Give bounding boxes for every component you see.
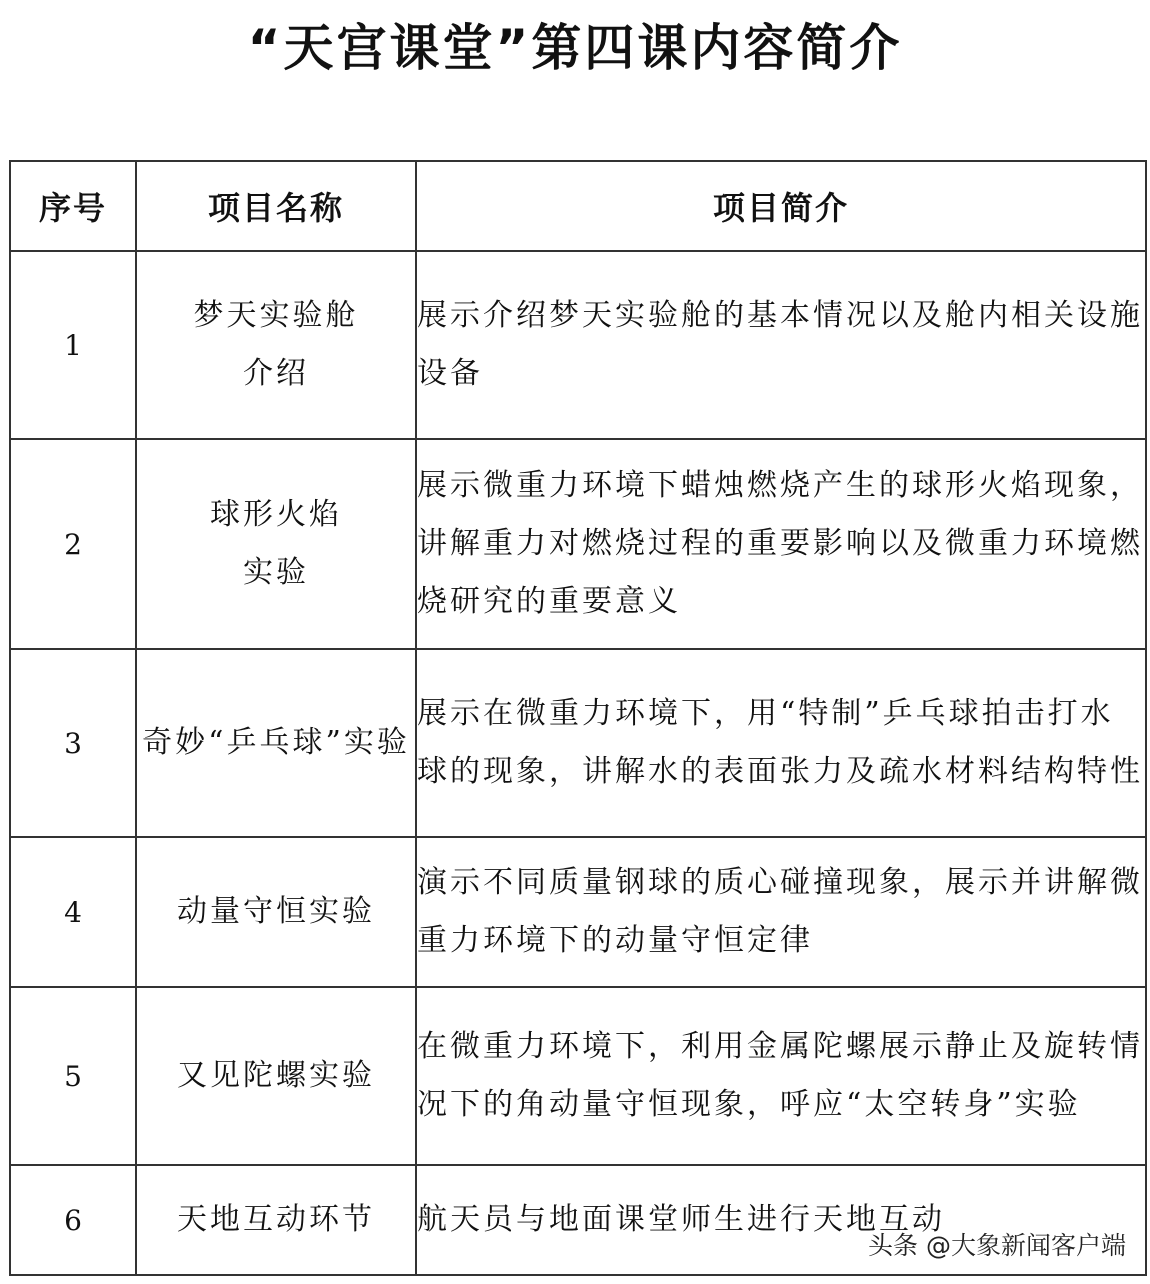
table-row — [10, 251, 1146, 439]
header-project-name: 项目名称 — [136, 161, 416, 251]
header-index: 序号 — [10, 161, 136, 251]
table-row — [10, 439, 1146, 649]
row-project-name: 天地互动环节 — [136, 1165, 416, 1275]
row-index: 3 — [10, 649, 136, 837]
row-project-name: 又见陀螺实验 — [136, 987, 416, 1165]
row-index: 4 — [10, 837, 136, 987]
row-index: 1 — [10, 251, 136, 439]
header-project-description: 项目简介 — [416, 161, 1146, 251]
table-row — [10, 987, 1146, 1165]
row-project-description: 展示介绍梦天实验舱的基本情况以及舱内相关设施设备 — [416, 251, 1146, 439]
table-header-row — [10, 161, 1146, 251]
source-watermark: 头条 @大象新闻客户端 — [868, 1231, 1126, 1260]
row-project-name: 动量守恒实验 — [136, 837, 416, 987]
row-project-description: 展示在微重力环境下，用“特制”乒乓球拍击打水球的现象，讲解水的表面张力及疏水材料结构特性 — [416, 649, 1146, 837]
row-index: 6 — [10, 1165, 136, 1275]
table-row — [10, 837, 1146, 987]
page-title: “天宫课堂”第四课内容简介 — [247, 19, 903, 77]
row-index: 5 — [10, 987, 136, 1165]
row-project-description: 演示不同质量钢球的质心碰撞现象，展示并讲解微重力环境下的动量守恒定律 — [416, 837, 1146, 987]
row-project-name: 奇妙“乒乓球”实验 — [136, 649, 416, 837]
table-row — [10, 649, 1146, 837]
project-table — [9, 160, 1147, 1276]
row-project-description: 展示微重力环境下蜡烛燃烧产生的球形火焰现象，讲解重力对燃烧过程的重要影响以及微重力环境燃烧研究的重要意义 — [416, 439, 1146, 649]
row-project-description: 在微重力环境下，利用金属陀螺展示静止及旋转情况下的角动量守恒现象，呼应“太空转身”实验 — [416, 987, 1146, 1165]
row-project-name: 球形火焰实验 — [136, 439, 416, 649]
row-index: 2 — [10, 439, 136, 649]
row-project-description: 航天员与地面课堂师生进行天地互动 — [416, 1165, 1146, 1275]
row-project-name: 梦天实验舱介绍 — [136, 251, 416, 439]
